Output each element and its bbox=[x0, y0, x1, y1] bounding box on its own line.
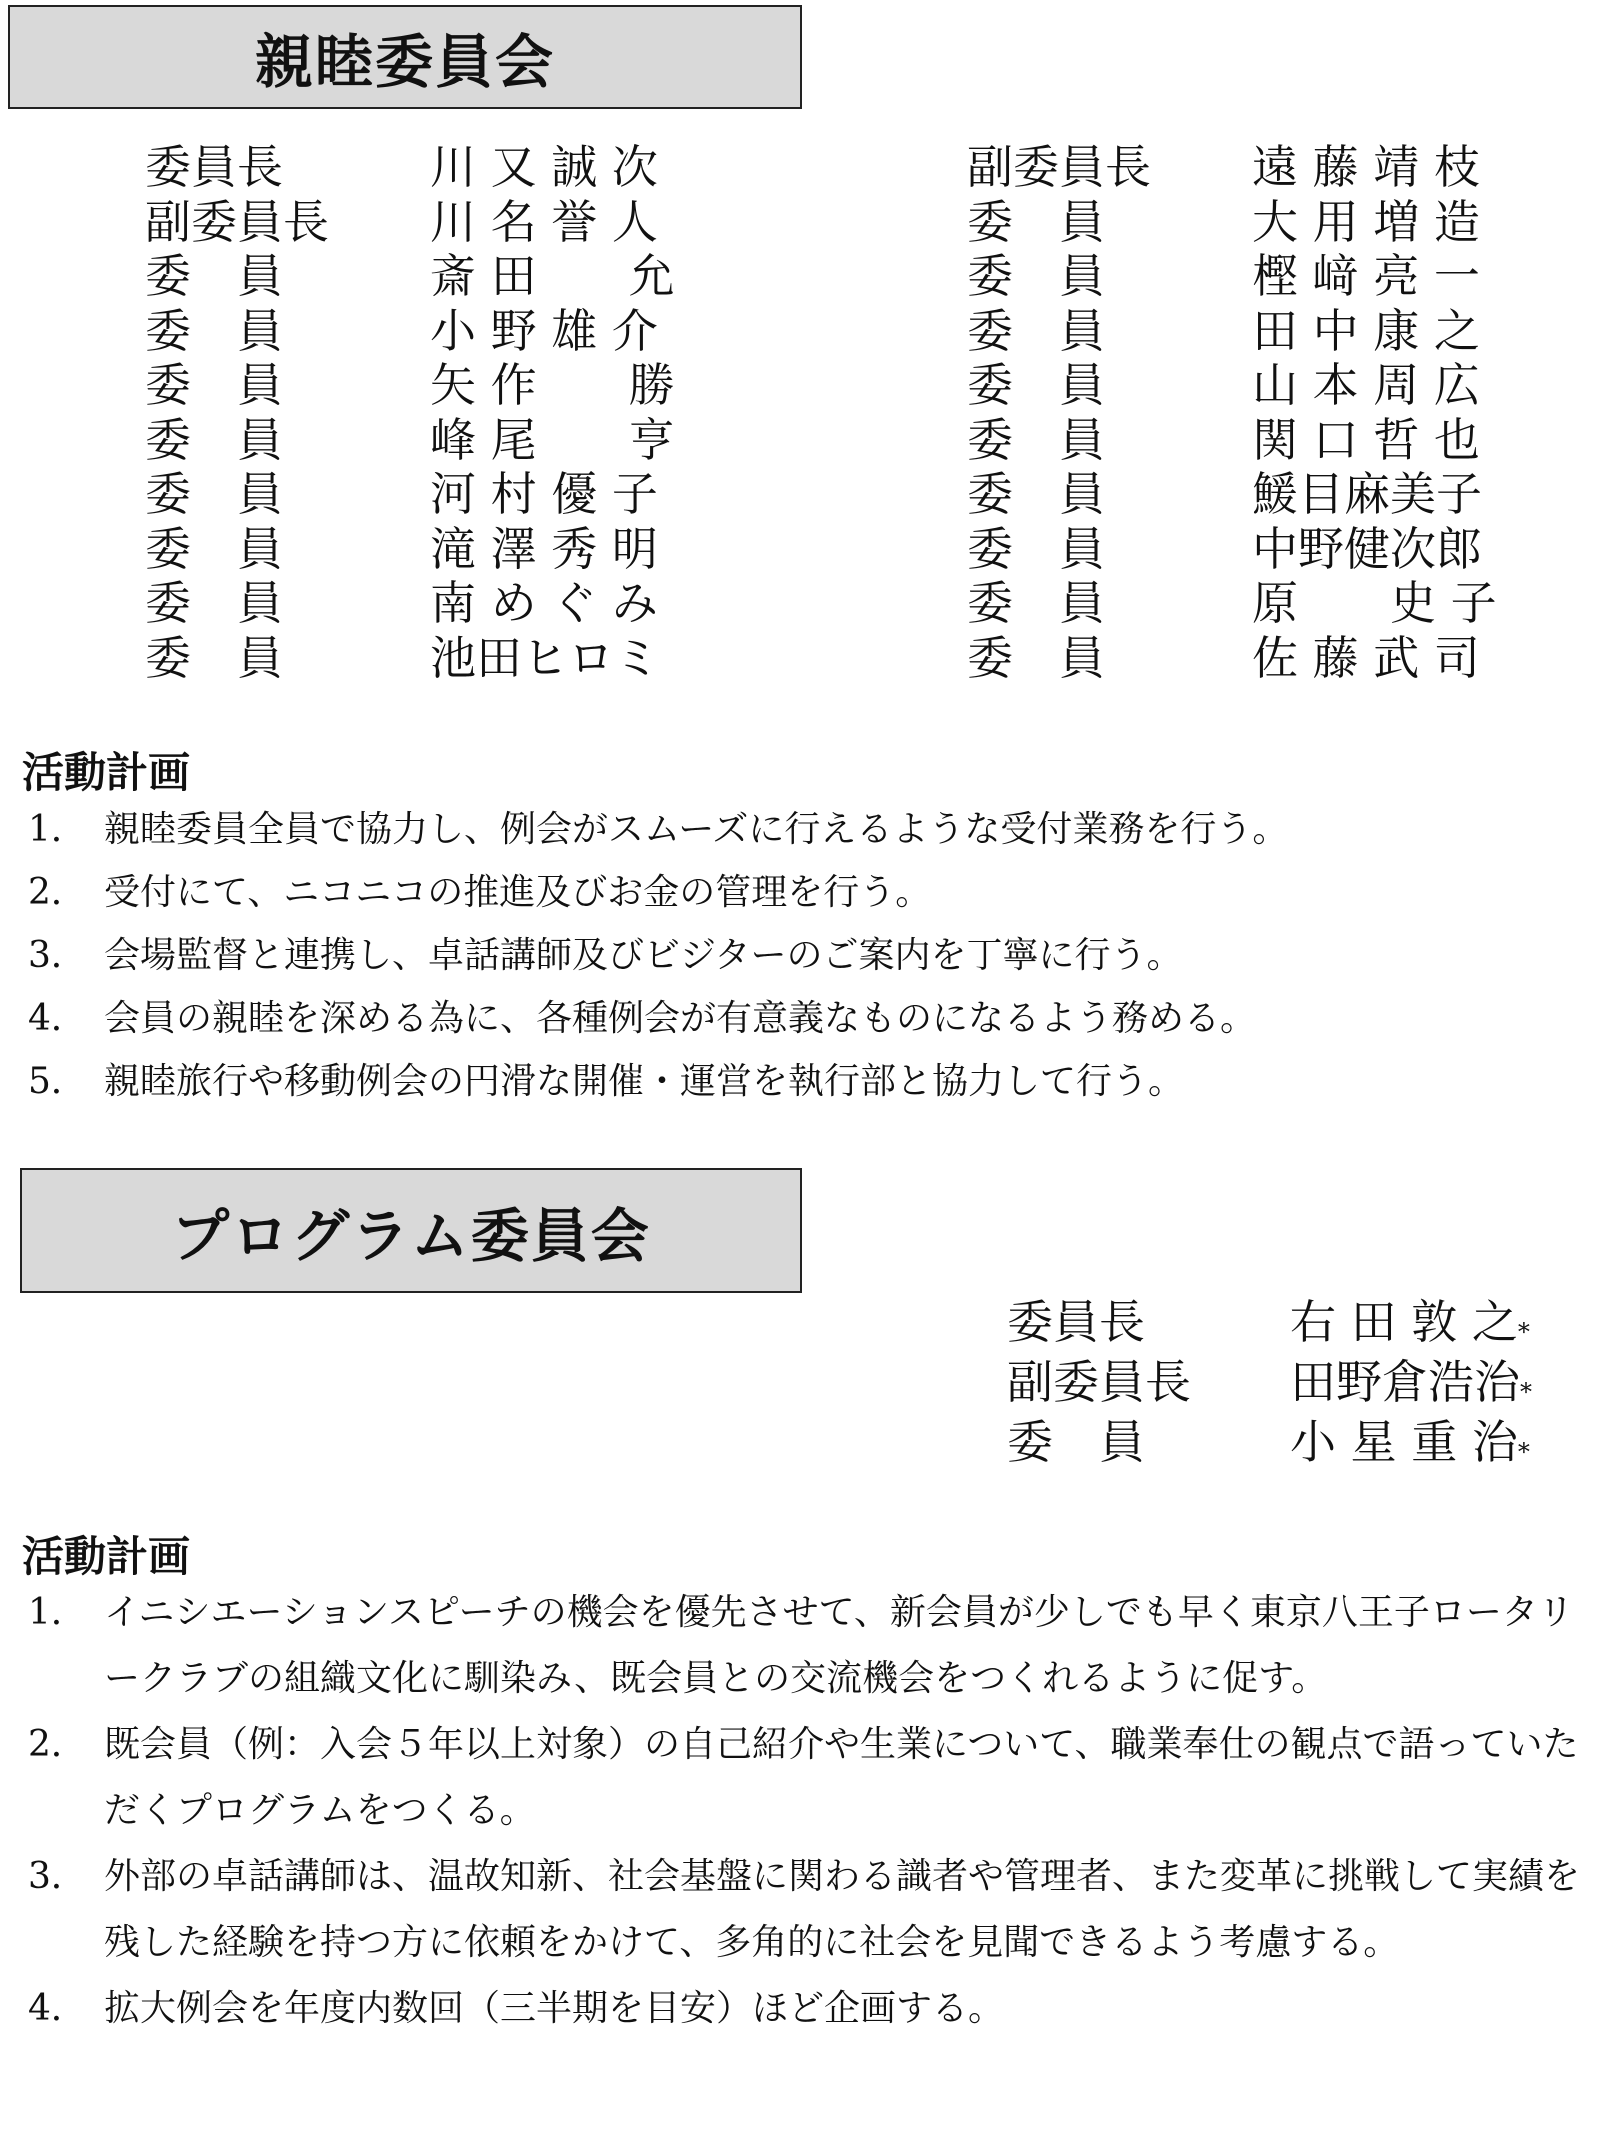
plan-item-text: 既会員（例：入会５年以上対象）の自己紹介や生業について、職業奉仕の観点で語っていただくプログラムをつくる。 bbox=[104, 1724, 1579, 1831]
plan-item bbox=[28, 798, 1598, 861]
member-role: 委 員 bbox=[967, 358, 1105, 412]
member-row bbox=[1007, 1292, 1532, 1352]
member-role: 委 員 bbox=[967, 630, 1105, 685]
member-role: 委 員 bbox=[967, 194, 1105, 249]
plan-item-text: 拡大例会を年度内数回（三半期を目安）ほど企画する。 bbox=[104, 1988, 1005, 2029]
section2-plan-list bbox=[28, 1580, 1598, 2042]
member-name: 関 口 哲 也 bbox=[1252, 412, 1480, 467]
member-mark: * bbox=[1520, 1378, 1532, 1406]
member-role: 委員長 bbox=[1007, 1295, 1145, 1349]
plan-item-text: 会場監督と連携し、卓話講師及びビジターのご案内を丁寧に行う。 bbox=[104, 935, 1183, 976]
plan-item-number: 4． bbox=[28, 998, 87, 1039]
member-row bbox=[967, 522, 1497, 577]
member-role: 委 員 bbox=[145, 630, 283, 685]
member-role: 副委員長 bbox=[1007, 1355, 1191, 1409]
member-role: 委 員 bbox=[145, 358, 283, 412]
member-row bbox=[145, 413, 675, 468]
member-row bbox=[967, 195, 1497, 250]
section1-plan-list bbox=[28, 798, 1598, 1113]
member-row bbox=[1007, 1352, 1532, 1412]
member-role: 委 員 bbox=[145, 467, 283, 521]
member-role: 委 員 bbox=[145, 412, 283, 467]
member-row bbox=[145, 522, 675, 577]
member-row bbox=[967, 631, 1497, 686]
section1-roster-right bbox=[967, 140, 1497, 685]
member-name: 河 村 優 子 bbox=[430, 467, 658, 521]
member-name: 佐 藤 武 司 bbox=[1252, 630, 1480, 685]
member-name: 中野健次郎 bbox=[1252, 521, 1482, 576]
member-role: 委員長 bbox=[145, 140, 283, 194]
plan-item-number: 1． bbox=[28, 1592, 87, 1633]
member-name: 川 名 誉 人 bbox=[430, 194, 658, 249]
member-name: 斎 田 允 bbox=[430, 249, 675, 303]
member-row bbox=[967, 413, 1497, 468]
section2-plan-heading: 活動計画 bbox=[22, 1532, 191, 1581]
member-row bbox=[145, 358, 675, 413]
member-role: 委 員 bbox=[1007, 1415, 1145, 1469]
member-role: 委 員 bbox=[967, 249, 1105, 303]
member-name: 原 史 子 bbox=[1252, 576, 1497, 630]
section2-roster bbox=[1007, 1292, 1532, 1472]
member-name: 小 星 重 治* bbox=[1290, 1415, 1530, 1469]
member-name: 南 め ぐ み bbox=[430, 576, 658, 630]
member-role: 委 員 bbox=[967, 521, 1105, 576]
plan-item-number: 1． bbox=[28, 809, 87, 850]
section1-plan-heading: 活動計画 bbox=[22, 748, 191, 797]
plan-item bbox=[28, 1712, 1598, 1844]
member-mark: * bbox=[1517, 1438, 1530, 1466]
plan-item-number: 5． bbox=[28, 1061, 87, 1102]
plan-item-number: 2． bbox=[28, 1724, 87, 1765]
member-row bbox=[145, 249, 675, 304]
member-name: 矢 作 勝 bbox=[430, 358, 675, 412]
member-name: 遠 藤 靖 枝 bbox=[1252, 140, 1480, 194]
member-name: 田野倉浩治* bbox=[1290, 1355, 1532, 1409]
plan-item bbox=[28, 861, 1598, 924]
member-name: 右 田 敦 之* bbox=[1290, 1295, 1530, 1349]
member-name: 滝 澤 秀 明 bbox=[430, 521, 658, 576]
member-name: 峰 尾 亨 bbox=[430, 412, 675, 467]
plan-item-number: 3． bbox=[28, 935, 87, 976]
member-name: 山 本 周 広 bbox=[1252, 358, 1480, 412]
plan-item bbox=[28, 987, 1598, 1050]
member-role: 委 員 bbox=[145, 521, 283, 576]
member-row bbox=[145, 140, 675, 195]
member-row bbox=[967, 249, 1497, 304]
member-name: 川 又 誠 次 bbox=[430, 140, 658, 194]
member-name: 小 野 雄 介 bbox=[430, 303, 658, 358]
member-row bbox=[967, 576, 1497, 631]
section1-title: 親睦委員会 bbox=[254, 28, 555, 96]
member-row bbox=[967, 467, 1497, 522]
section1-title-box bbox=[8, 5, 802, 109]
member-role: 委 員 bbox=[145, 249, 283, 303]
plan-item-text: 親睦旅行や移動例会の円滑な開催・運営を執行部と協力して行う。 bbox=[104, 1061, 1185, 1102]
plan-item-text: 受付にて、ニコニコの推進及びお金の管理を行う。 bbox=[104, 872, 932, 913]
member-role: 委 員 bbox=[967, 303, 1105, 358]
member-name: 樫 﨑 亮 一 bbox=[1252, 249, 1480, 303]
section1-roster-left bbox=[145, 140, 675, 685]
member-row bbox=[967, 358, 1497, 413]
member-mark: * bbox=[1517, 1318, 1530, 1346]
member-row bbox=[1007, 1412, 1532, 1472]
member-row bbox=[967, 304, 1497, 359]
plan-item-text: 外部の卓話講師は、温故知新、社会基盤に関わる識者や管理者、また変革に挑戦して実績を残した経験を持つ方に依頼をかけて、多角的に社会を見聞できるよう考慮する。 bbox=[104, 1856, 1581, 1963]
member-name: 田 中 康 之 bbox=[1252, 303, 1480, 358]
plan-item bbox=[28, 924, 1598, 987]
plan-item bbox=[28, 1844, 1598, 1976]
plan-item bbox=[28, 1580, 1598, 1712]
member-role: 副委員長 bbox=[145, 194, 329, 249]
plan-item-text: 親睦委員全員で協力し、例会がスムーズに行えるような受付業務を行う。 bbox=[104, 809, 1289, 850]
section2-title-box bbox=[20, 1168, 802, 1293]
member-row bbox=[145, 195, 675, 250]
member-name: 大 用 増 造 bbox=[1252, 194, 1480, 249]
member-role: 委 員 bbox=[967, 576, 1105, 630]
plan-item bbox=[28, 1050, 1598, 1113]
member-role: 委 員 bbox=[145, 576, 283, 630]
plan-item-number: 2． bbox=[28, 872, 87, 913]
member-row bbox=[967, 140, 1497, 195]
plan-item bbox=[28, 1976, 1598, 2042]
member-role: 委 員 bbox=[967, 412, 1105, 467]
member-role: 副委員長 bbox=[967, 140, 1151, 194]
section2-title: プログラム委員会 bbox=[171, 1201, 651, 1270]
member-role: 委 員 bbox=[145, 303, 283, 358]
plan-item-number: 3． bbox=[28, 1856, 87, 1897]
member-role: 委 員 bbox=[967, 467, 1105, 521]
member-row bbox=[145, 304, 675, 359]
member-row bbox=[145, 631, 675, 686]
member-name: 池田ヒロミ bbox=[430, 630, 660, 685]
member-row bbox=[145, 576, 675, 631]
member-name: 鰀目麻美子 bbox=[1252, 467, 1482, 521]
member-row bbox=[145, 467, 675, 522]
plan-item-text: 会員の親睦を深める為に、各種例会が有意義なものになるよう務める。 bbox=[104, 998, 1257, 1039]
plan-item-text: イニシエーションスピーチの機会を優先させて、新会員が少しでも早く東京八王子ロータリークラブの組織文化に馴染み、既会員との交流機会をつくれるように促す。 bbox=[104, 1592, 1574, 1699]
plan-item-number: 4． bbox=[28, 1988, 87, 2029]
